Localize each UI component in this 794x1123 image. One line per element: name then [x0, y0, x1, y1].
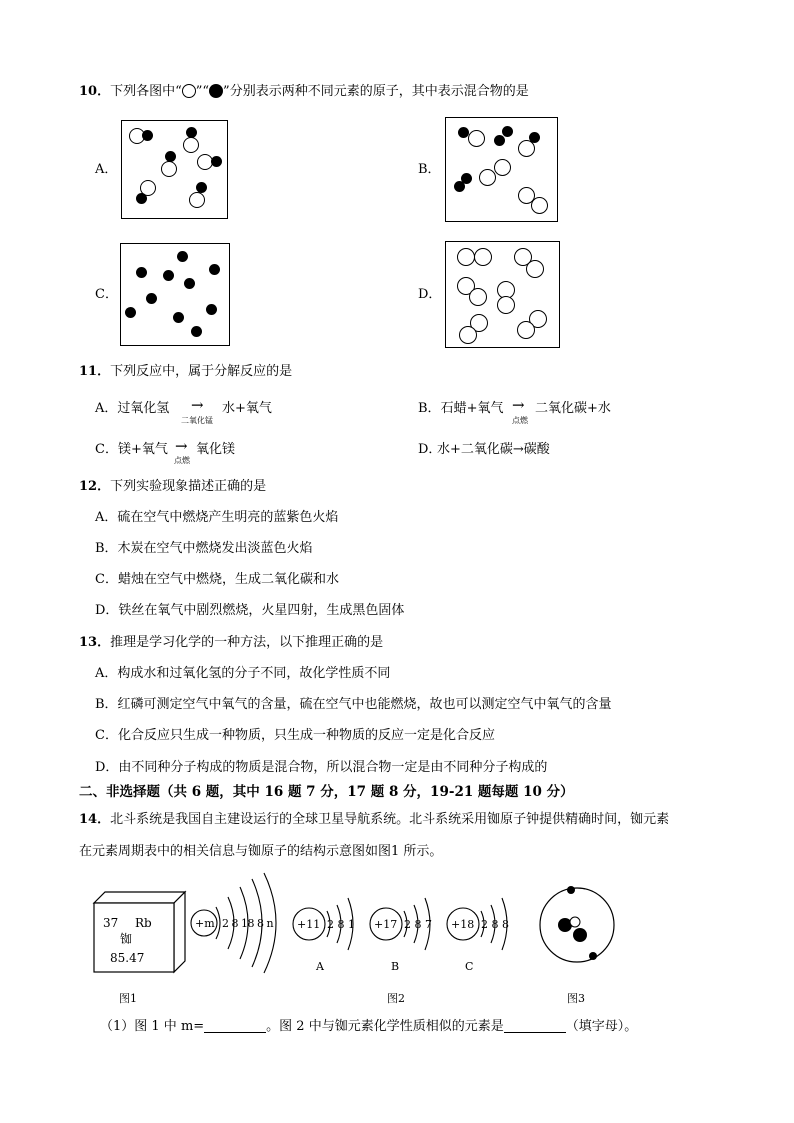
black-atom-icon — [209, 84, 223, 98]
q14-line2: 在元素周期表中的相关信息与铷原子的结构示意图如图1 所示。 — [79, 844, 443, 859]
q10-option-b-label: B． — [418, 162, 441, 177]
white-atom — [479, 169, 496, 186]
white-atom — [189, 192, 205, 208]
q10-option-d-label: D． — [418, 287, 442, 302]
arrow-icon: → — [175, 437, 188, 455]
q11-c-label: C． — [95, 442, 118, 457]
q10-stem-b: ”“ — [195, 84, 210, 99]
black-atom — [136, 267, 147, 278]
white-atom — [497, 296, 515, 314]
q13-stem — [79, 636, 383, 649]
q13-stem-text: 推理是学习化学的一种方法，以下推理正确的是 — [110, 635, 384, 650]
fig2-caption: 图2 — [387, 992, 405, 1005]
answer-blank-m[interactable] — [204, 1020, 266, 1033]
q11-c-right: 氧化镁 — [196, 442, 236, 457]
black-atom — [146, 293, 157, 304]
white-atom — [494, 159, 511, 176]
white-atom — [526, 260, 544, 278]
white-atom — [518, 140, 535, 157]
white-atom — [459, 326, 477, 344]
black-atom — [184, 278, 195, 289]
q14-sub1-b: 。图 2 中与铷元素化学性质相似的元素是 — [266, 1019, 504, 1034]
atom-b-label: B — [391, 960, 400, 973]
element-name: 铷 — [120, 932, 133, 946]
q14-figures — [0, 865, 794, 1015]
atom-b-shells: 2 8 7 — [404, 918, 432, 931]
q11-option-d: 水+二氧化碳→碳酸 — [437, 442, 550, 457]
answer-blank-element[interactable] — [504, 1020, 566, 1033]
q12-option-d: D．铁丝在氧气中剧烈燃烧，火星四射，生成黑色固体 — [95, 603, 405, 618]
q14-sub1-a: （1）图 1 中 m= — [100, 1019, 205, 1034]
white-atom — [469, 288, 487, 306]
white-atom — [468, 130, 485, 147]
arrow-icon: → — [191, 396, 204, 414]
q10-option-c-label: C． — [95, 287, 118, 302]
q10-box-b — [445, 117, 558, 222]
q11-option-c — [95, 443, 168, 456]
white-atom — [183, 137, 199, 153]
black-atom — [206, 304, 217, 315]
q11-d-label: D． — [418, 442, 442, 457]
q11-a-left: 过氧化氢 — [117, 401, 170, 416]
atom-model — [540, 886, 614, 962]
q11-number: 11． — [79, 364, 111, 379]
q11-a-label: A． — [95, 401, 118, 416]
black-atom — [173, 312, 184, 323]
black-atom — [177, 251, 188, 262]
q10-box-a — [121, 120, 228, 219]
q14-line1-text: 北斗系统是我国自主建设运行的全球卫星导航系统。北斗系统采用铷原子钟提供精确时间，铷元素 — [110, 812, 670, 827]
q14-sub1-c: （填字母）。 — [565, 1019, 638, 1034]
q13-option-c: C．化合反应只生成一种物质，只生成一种物质的反应一定是化合反应 — [95, 728, 495, 743]
element-mass: 85.47 — [110, 951, 145, 965]
q11-b-left: 石蜡+氧气 — [440, 401, 504, 416]
element-symbol: Rb — [135, 916, 152, 930]
fig3-caption: 图3 — [567, 992, 585, 1005]
q12-option-c: C．蜡烛在空气中燃烧，生成二氧化碳和水 — [95, 572, 339, 587]
white-atom — [531, 197, 548, 214]
atom-c-label: C — [465, 960, 474, 973]
q10-box-d — [445, 241, 560, 348]
white-atom — [161, 161, 177, 177]
section2-heading: 二、非选择题（共 6 题，其中 16 题 7 分，17 题 8 分，19-21 题每题 10 分） — [79, 784, 574, 800]
element-cell — [94, 892, 185, 972]
black-atom — [142, 130, 153, 141]
q10-number: 10． — [79, 84, 111, 99]
q11-b-label: B． — [418, 401, 441, 416]
q10-box-c — [120, 243, 230, 346]
q11-option-a — [95, 402, 169, 415]
q13-option-d: D．由不同种分子构成的物质是混合物，所以混合物一定是由不同种分子构成的 — [95, 760, 548, 775]
atom-b-nucleus: +17 — [374, 918, 398, 931]
atom-c-shells: 2 8 8 — [481, 918, 509, 931]
atom-c-nucleus: +18 — [451, 918, 475, 931]
white-atom — [474, 248, 492, 266]
black-atom — [209, 264, 220, 275]
atom-a-nucleus: +11 — [297, 918, 321, 931]
q12-stem-text: 下列实验现象描述正确的是 — [110, 479, 267, 494]
white-atom-icon — [182, 84, 196, 98]
black-atom — [494, 135, 505, 146]
atom-a-shells: 2 8 1 — [327, 918, 355, 931]
element-number: 37 — [103, 916, 119, 930]
black-atom — [163, 270, 174, 281]
q12-option-b: B．木炭在空气中燃烧发出淡蓝色火焰 — [95, 541, 313, 556]
q11-a-right: 水+氧气 — [222, 401, 272, 416]
black-atom — [136, 193, 147, 204]
black-atom — [211, 156, 222, 167]
q11-c-left: 镁+氧气 — [117, 442, 168, 457]
q11-stem-text: 下列反应中，属于分解反应的是 — [110, 364, 293, 379]
white-atom — [517, 321, 535, 339]
atom-a-label: A — [316, 960, 324, 973]
q14-number: 14． — [79, 812, 111, 827]
q11-option-b — [418, 402, 503, 415]
q10-option-a-label: A． — [95, 162, 118, 177]
fig1-caption: 图1 — [119, 992, 137, 1005]
black-atom — [454, 181, 465, 192]
rb-nucleus: +m — [195, 917, 215, 930]
arrow-icon: → — [512, 396, 525, 414]
q11-stem — [79, 365, 292, 378]
q12-option-a: A．硫在空气中燃烧产生明亮的蓝紫色火焰 — [95, 510, 339, 525]
q11-c-condition: 点燃 — [174, 456, 190, 465]
q11-b-right: 二氧化碳+水 — [535, 401, 611, 416]
q12-stem — [79, 480, 266, 493]
white-atom — [457, 248, 475, 266]
q10-stem-a: 下列各图中“ — [110, 84, 182, 99]
black-atom — [191, 326, 202, 337]
black-atom — [125, 307, 136, 318]
q13-option-b: B．红磷可测定空气中氧气的含量，硫在空气中也能燃烧，故也可以测定空气中氧气的含量 — [95, 697, 612, 712]
q14-line1 — [79, 813, 669, 826]
black-atom — [502, 126, 513, 137]
q12-number: 12． — [79, 479, 111, 494]
rb-shells: 2 8 18 8 n — [222, 917, 274, 930]
q14-sub1 — [100, 1020, 637, 1033]
q10-stem-c: ”分别表示两种不同元素的原子，其中表示混合物的是 — [223, 84, 529, 99]
q13-option-a: A．构成水和过氧化氢的分子不同，故化学性质不同 — [95, 666, 391, 681]
q11-a-condition: 二氧化锰 — [181, 416, 213, 425]
q10-stem — [79, 84, 529, 98]
q13-number: 13． — [79, 635, 111, 650]
q11-b-condition: 点燃 — [512, 416, 528, 425]
